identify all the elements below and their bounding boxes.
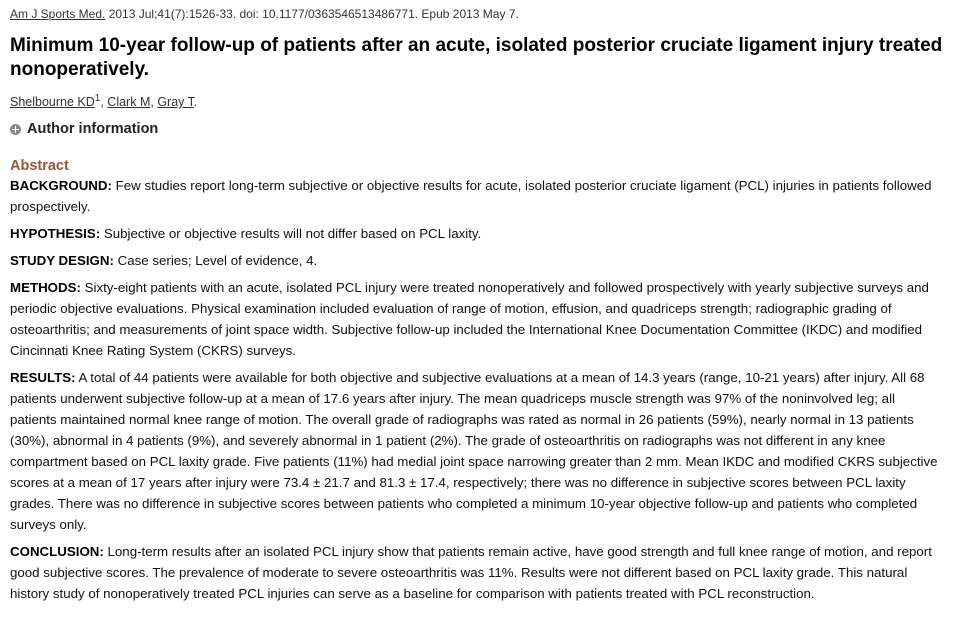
affiliation-marker: 1 xyxy=(94,93,101,104)
author-separator: . xyxy=(193,95,198,109)
section-label: BACKGROUND: xyxy=(10,178,112,193)
author-link[interactable]: Shelbourne KD xyxy=(10,95,95,109)
section-text: Sixty-eight patients with an acute, isolated PCL injury were treated nonoperatively and followed prospectively with yearly subjective surveys and periodic objective evaluations. Physical examination included evaluation of range of motion, effusion, and quadriceps strength; radiographic grading of osteoarthritis; and measurements of joint space width. Subjective follow-up included the International Knee Documentation Committee (IKDC) and modified Cincinnati Knee Rating System (CKRS) surveys. xyxy=(10,280,929,358)
author-information-toggle[interactable] xyxy=(10,121,944,137)
section-text: Long-term results after an isolated PCL injury show that patients remain active, have good strength and full knee range of motion, and report good subjective scores. The prevalence of moderate to severe osteoarthritis was 11%. Results were not different based on PCL laxity grade. This natural history study of nonoperatively treated PCL injuries can serve as a baseline for comparison with patients treated with PCL reconstruction. xyxy=(10,544,932,601)
abstract-section-results xyxy=(10,367,944,535)
section-label: METHODS: xyxy=(10,280,81,295)
abstract-section-methods xyxy=(10,277,944,361)
abstract-heading: Abstract xyxy=(10,158,69,174)
abstract-body xyxy=(10,175,944,604)
author-separator: , xyxy=(100,95,108,109)
section-label: CONCLUSION: xyxy=(10,544,104,559)
citation-line xyxy=(10,6,944,22)
plus-circle-icon[interactable] xyxy=(10,124,21,135)
section-text: A total of 44 patients were available for both objective and subjective evaluations at a mean of 14.3 years (range, 10-21 years) after injury. All 68 patients underwent subjective follow-up at a mean of 17.6 years after injury. The mean quadriceps muscle strength was 97% of the noninvolved leg; all patients maintained normal knee range of motion. The overall grade of radiographs was rated as normal in 26 patients (59%), nearly normal in 13 patients (30%), abnormal in 4 patients (9%), and severely abnormal in 1 patient (2%). The grade of osteoarthritis on radiographs was not different in any knee compartment based on PCL laxity grade. Five patients (11%) had medial joint space narrowing greater than 2 mm. Mean IKDC and modified CKRS subjective scores at a mean of 17 years after injury were 73.4 ± 21.7 and 81.3 ± 17.4, respectively; there was no difference in subjective scores between PCL laxity grades. There was no difference in subjective scores between patients who completed a minimum 10-year objective follow-up and patients who completed surveys only. xyxy=(10,370,938,532)
abstract-section-study-design xyxy=(10,250,944,271)
section-text: Few studies report long-term subjective or objective results for acute, isolated posterior cruciate ligament (PCL) injuries in patients followed prospectively. xyxy=(10,178,932,214)
section-label: RESULTS: xyxy=(10,370,76,385)
author-link[interactable]: Gray T xyxy=(157,95,194,109)
section-text: Case series; Level of evidence, 4. xyxy=(113,253,318,268)
author-list xyxy=(10,94,944,110)
section-label: STUDY DESIGN: xyxy=(10,253,114,268)
article-title: Minimum 10-year follow-up of patients after an acute, isolated posterior cruciate ligament injury treated nonoperatively. xyxy=(10,35,943,80)
abstract-section-hypothesis xyxy=(10,223,944,244)
abstract-section-background xyxy=(10,175,944,217)
author-link[interactable]: Clark M xyxy=(107,95,151,109)
journal-link[interactable]: Am J Sports Med. xyxy=(10,7,106,21)
section-label: HYPOTHESIS: xyxy=(10,226,101,241)
author-information-label: Author information xyxy=(27,121,159,137)
section-text: Subjective or objective results will not differ based on PCL laxity. xyxy=(100,226,482,241)
abstract-section-conclusion xyxy=(10,541,944,604)
citation-details: 2013 Jul;41(7):1526-33. doi: 10.1177/0363546513486771. Epub 2013 May 7. xyxy=(105,7,519,21)
author-separator: , xyxy=(150,95,158,109)
